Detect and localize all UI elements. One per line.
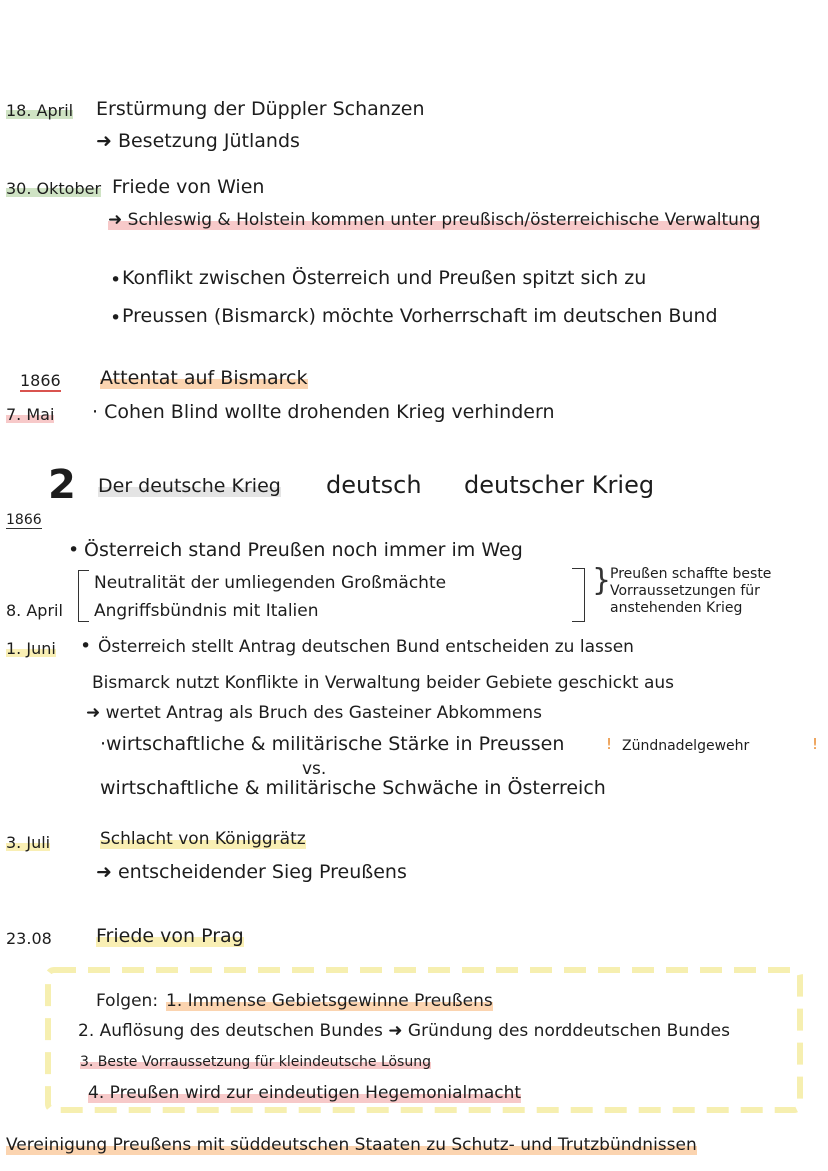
folgen-item: 2. Auflösung des deutschen Bundes ➜ Gründung des norddeutschen Bundes xyxy=(78,1021,730,1041)
note-line: anstehenden Krieg xyxy=(610,600,743,616)
exclamation-icon: ! xyxy=(606,735,613,753)
entry-sub: ➜ Schleswig & Holstein kommen unter preußisch/österreichische Verwaltung xyxy=(108,210,761,230)
zuendnadel-text: Zündnadelgewehr xyxy=(622,738,750,754)
date-june-1: 1. Juni xyxy=(6,639,56,658)
strength-text: ·wirtschaftliche & militärische Stärke in Preussen xyxy=(100,733,565,755)
date-oct-30: 30. Oktober xyxy=(6,179,102,198)
entry-title: Attentat auf Bismarck xyxy=(100,367,308,389)
right-bracket xyxy=(572,568,585,622)
folgen-item: 1. Immense Gebietsgewinne Preußens xyxy=(166,991,493,1011)
section-alt-1: deutsch xyxy=(326,471,422,499)
note-line: Vorraussetzungen für xyxy=(610,583,760,599)
date-april-8: 8. April xyxy=(6,601,63,620)
april8-text: Angriffsbündnis mit Italien xyxy=(94,601,319,621)
folgen-item: 4. Preußen wird zur eindeutigen Hegemonialmacht xyxy=(88,1083,522,1103)
entry-title: Friede von Wien xyxy=(112,176,265,198)
date-aug-23: 23.08 xyxy=(6,929,52,948)
date-july-3: 3. Juli xyxy=(6,833,51,852)
section-bullet: Österreich stand Preußen noch immer im Weg xyxy=(84,539,523,561)
neutral-text: Neutralität der umliegenden Großmächte xyxy=(94,573,447,593)
bullet-dot: • xyxy=(110,269,122,291)
bullet-text: Preussen (Bismarck) möchte Vorherrschaft im deutschen Bund xyxy=(122,305,718,327)
vs-text: vs. xyxy=(302,759,327,779)
weakness-text: wirtschaftliche & militärische Schwäche in Österreich xyxy=(100,777,606,799)
left-bracket xyxy=(78,570,89,622)
entry-sub: ➜ Besetzung Jütlands xyxy=(96,130,300,152)
wertet-text: ➜ wertet Antrag als Bruch des Gasteiner Abkommens xyxy=(86,703,542,723)
entry-title: Erstürmung der Düppler Schanzen xyxy=(96,98,425,120)
section-title: Der deutsche Krieg xyxy=(98,475,281,497)
july3-text: Schlacht von Königgrätz xyxy=(100,829,306,849)
date-may-7: 7. Mai xyxy=(6,405,55,424)
note-line: Preußen schaffte beste xyxy=(610,566,772,582)
section-alt-2: deutscher Krieg xyxy=(464,471,655,499)
entry-text: · Cohen Blind wollte drohenden Krieg verhindern xyxy=(92,401,555,423)
exclamation-icon: ! xyxy=(812,735,819,753)
footer-text: Vereinigung Preußens mit süddeutschen Staaten zu Schutz- und Trutzbündnissen xyxy=(6,1135,697,1155)
date-1866-section: 1866 xyxy=(6,512,42,528)
brace: } xyxy=(592,563,612,598)
bullet-dot: • xyxy=(80,635,92,657)
bullet-dot: • xyxy=(110,307,122,329)
folgen-item: 3. Beste Vorraussetzung für kleindeutsche Lösung xyxy=(80,1054,431,1070)
date-1866: 1866 xyxy=(20,372,61,392)
july3-sub: ➜ entscheidender Sieg Preußens xyxy=(96,861,407,883)
date-april-18: 18. April xyxy=(6,101,74,120)
bismarck-text: Bismarck nutzt Konflikte in Verwaltung beider Gebiete geschickt aus xyxy=(92,673,675,693)
folgen-label: Folgen: xyxy=(96,991,159,1011)
bullet-text: Konflikt zwischen Österreich und Preußen spitzt sich zu xyxy=(122,267,647,289)
june1-text: Österreich stellt Antrag deutschen Bund entscheiden zu lassen xyxy=(98,637,634,657)
section-number: 2 xyxy=(48,462,76,508)
aug23-text: Friede von Prag xyxy=(96,925,244,947)
bullet-dot: • xyxy=(68,539,80,561)
